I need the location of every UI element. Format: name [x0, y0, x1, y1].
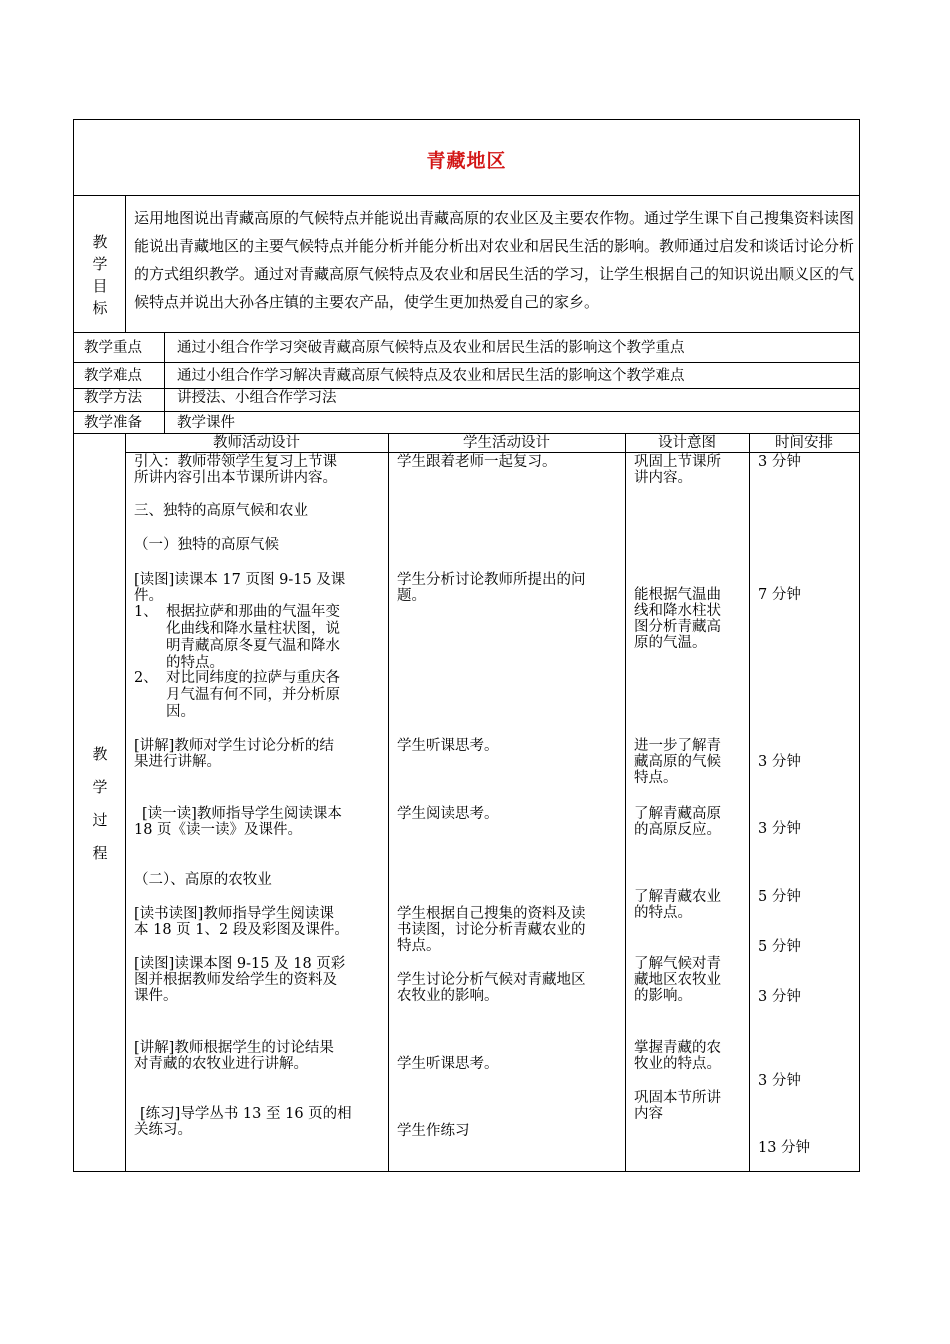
lesson-plan-table [73, 119, 860, 1172]
student-line: 学生听课思考。 [397, 1056, 499, 1072]
divider [74, 362, 859, 363]
intent-line: 了解青藏高原 [634, 806, 721, 822]
intent-line: 藏高原的气候 [634, 754, 721, 770]
intent-line: 能根据气温曲 [634, 587, 721, 603]
intent-line: 牧业的特点。 [634, 1056, 721, 1072]
time-value: 5 分钟 [758, 889, 801, 905]
student-line: 学生听课思考。 [397, 738, 499, 754]
intent-line: 特点。 [634, 770, 678, 786]
intent-line: 巩固本节所讲 [634, 1090, 721, 1106]
time-value: 5 分钟 [758, 939, 801, 955]
teacher-line: [练习]导学丛书 13 至 16 页的相 [140, 1106, 352, 1122]
teacher-line: 18 页《读一读》及课件。 [134, 822, 303, 838]
student-line: 书读图，讨论分析青藏农业的 [397, 922, 586, 938]
teacher-line: 关练习。 [134, 1122, 192, 1138]
intent-line: 讲内容。 [634, 470, 692, 486]
student-line: 学生作练习 [397, 1123, 470, 1139]
header-student: 学生活动设计 [463, 435, 550, 451]
teacher-line: 件。 [134, 588, 163, 604]
intent-line: 线和降水柱状 [634, 603, 721, 619]
student-line: 学生讨论分析气候对青藏地区 [397, 972, 586, 988]
divider [749, 433, 750, 1171]
time-value: 3 分钟 [758, 1073, 801, 1089]
intent-line: 进一步了解青 [634, 738, 721, 754]
intent-line: 掌握青藏的农 [634, 1040, 721, 1056]
divider [74, 433, 859, 434]
list-item: 2、 对比同纬度的拉萨与重庆各 月气温有何不同，并分析原 因。 [134, 670, 340, 720]
teacher-line: [读书读图]教师指导学生阅读课 [134, 906, 334, 922]
prep-value: 教学课件 [177, 415, 235, 431]
header-intent: 设计意图 [658, 435, 716, 451]
intent-line: 图分析青藏高 [634, 619, 721, 635]
time-value: 7 分钟 [758, 587, 801, 603]
time-value: 13 分钟 [758, 1140, 811, 1156]
intent-line: 了解气候对青 [634, 956, 721, 972]
header-teacher: 教师活动设计 [213, 435, 300, 451]
intent-line: 了解青藏农业 [634, 889, 721, 905]
student-line: 学生根据自己搜集的资料及读 [397, 906, 586, 922]
intent-line: 巩固上节课所 [634, 454, 721, 470]
intent-line: 的高原反应。 [634, 822, 721, 838]
process-label: 教 学 过 程 [92, 745, 108, 862]
teacher-line: 引入：教师带领学生复习上节课 [134, 454, 337, 470]
list-item: 1、 根据拉萨和那曲的气温年变 化曲线和降水量柱状图，说 明青藏高原冬夏气温和降水 的特点。 [134, 604, 340, 671]
divider [625, 433, 626, 1171]
method-label: 教学方法 [84, 390, 142, 406]
intent-line: 藏地区农牧业 [634, 972, 721, 988]
time-value: 3 分钟 [758, 989, 801, 1005]
teacher-line: （一）独特的高原气候 [134, 537, 279, 553]
teacher-line: （二）、高原的农牧业 [134, 872, 272, 888]
teacher-line: [读一读]教师指导学生阅读课本 [142, 806, 342, 822]
time-value: 3 分钟 [758, 454, 801, 470]
student-line: 学生跟着老师一起复习。 [397, 454, 557, 470]
student-line: 题。 [397, 588, 426, 604]
page-title: 青藏地区 [426, 150, 507, 172]
divider [74, 195, 859, 196]
prep-label: 教学准备 [84, 415, 142, 431]
intent-line: 原的气温。 [634, 635, 707, 651]
student-line: 学生分析讨论教师所提出的问 [397, 572, 586, 588]
divider [125, 433, 126, 1171]
objectives-text: 运用地图说出青藏高原的气候特点并能说出青藏高原的农业区及主要农作物。通过学生课下自己搜集资料读图能说出青藏地区的主要气候特点并能分析并能分析出对农业和居民生活的影响。教师通过启发和谈话讨论分析的方式组织教学。通过对青藏高原气候特点及农业和居民生活的学习，让学生根据自己的知识说出顺义区的气候特点并说出大孙各庄镇的主要农产品，使学生更加热爱自己的家乡。 [134, 209, 855, 311]
teacher-line: [读图]读课本图 9-15 及 18 页彩 [134, 956, 346, 972]
divider [125, 195, 126, 333]
key-point-value: 通过小组合作学习突破青藏高原气候特点及农业和居民生活的影响这个教学重点 [177, 340, 685, 356]
teacher-line: 课件。 [134, 988, 178, 1004]
time-value: 3 分钟 [758, 754, 801, 770]
method-value: 讲授法、小组合作学习法 [177, 390, 337, 406]
key-point-label: 教学重点 [84, 340, 142, 356]
teacher-line: 三、独特的高原气候和农业 [134, 503, 308, 519]
difficulty-label: 教学难点 [84, 368, 142, 384]
teacher-line: 本 18 页 1、2 段及彩图及课件。 [134, 922, 349, 938]
student-line: 特点。 [397, 938, 441, 954]
teacher-line: 所讲内容引出本节课所讲内容。 [134, 470, 337, 486]
teacher-line: [读图]读课本 17 页图 9-15 及课 [134, 572, 346, 588]
intent-line: 的影响。 [634, 988, 692, 1004]
teacher-line: 图并根据教师发给学生的资料及 [134, 972, 337, 988]
divider [74, 332, 859, 333]
student-line: 学生阅读思考。 [397, 806, 499, 822]
student-line: 农牧业的影响。 [397, 988, 499, 1004]
time-value: 3 分钟 [758, 821, 801, 837]
header-time: 时间安排 [775, 435, 833, 451]
divider [74, 411, 859, 412]
teacher-line: [讲解]教师对学生讨论分析的结 [134, 738, 334, 754]
teacher-line: [讲解]教师根据学生的讨论结果 [134, 1040, 334, 1056]
objectives-label: 教 学 目 标 [92, 233, 108, 317]
teacher-line: 对青藏的农牧业进行讲解。 [134, 1056, 308, 1072]
divider [164, 332, 165, 433]
teacher-line: 果进行讲解。 [134, 754, 221, 770]
intent-line: 的特点。 [634, 905, 692, 921]
difficulty-value: 通过小组合作学习解决青藏高原气候特点及农业和居民生活的影响这个教学难点 [177, 368, 685, 384]
intent-line: 内容 [634, 1106, 663, 1122]
divider [388, 433, 389, 1171]
